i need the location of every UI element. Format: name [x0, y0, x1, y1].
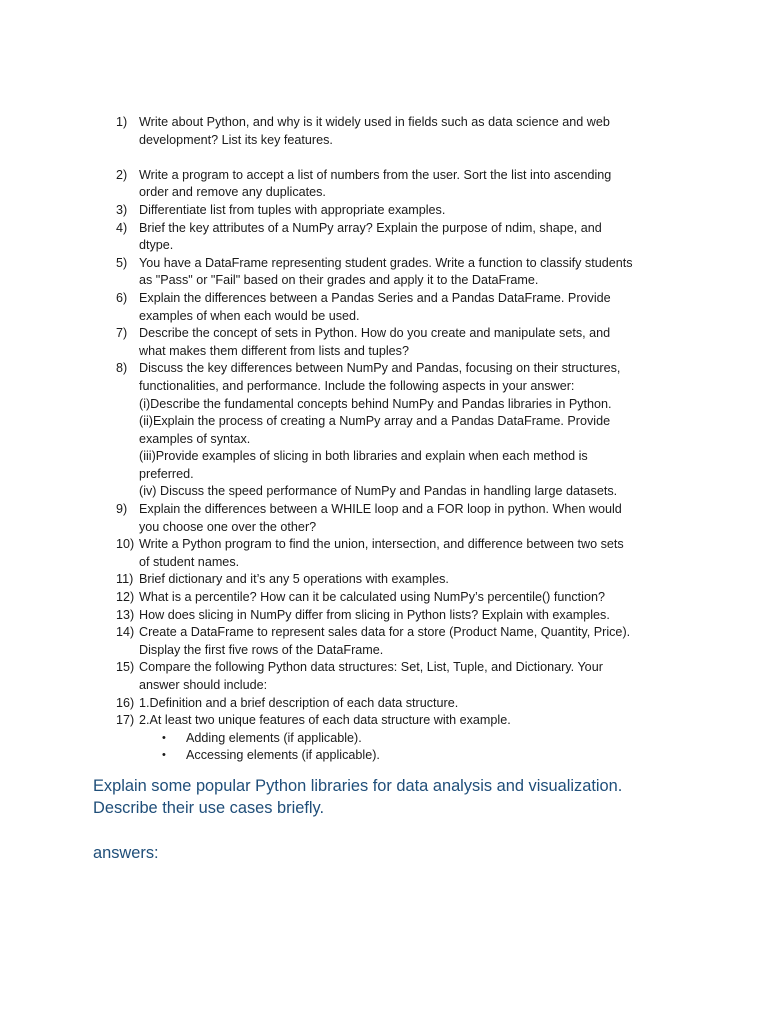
question-number: 9)	[116, 502, 128, 517]
bullet-item	[116, 730, 676, 748]
bullet-icon: •	[162, 749, 166, 762]
question-number: 13)	[116, 607, 135, 622]
question-number: 14)	[116, 625, 135, 640]
question-item-9	[116, 501, 676, 536]
question-line: what makes them different from lists and tuples?	[139, 343, 409, 358]
question-line: (ii)Explain the process of creating a NumPy array and a Pandas DataFrame. Provide	[139, 414, 611, 429]
question-text	[139, 290, 676, 325]
question-text	[139, 659, 676, 694]
question-line: examples of when each would be used.	[139, 308, 360, 323]
question-number: 8)	[116, 361, 128, 376]
question-text	[139, 325, 676, 360]
question-number: 3)	[116, 202, 128, 217]
question-item-2	[116, 167, 676, 202]
question-text	[139, 202, 676, 220]
question-line: preferred.	[139, 466, 194, 481]
question-item-5	[116, 255, 676, 290]
question-number: 15)	[116, 660, 135, 675]
question-line: Describe the concept of sets in Python. How do you create and manipulate sets, and	[139, 326, 611, 341]
question-line: Explain the differences between a Pandas Series and a Pandas DataFrame. Provide	[139, 290, 611, 305]
question-item-12	[116, 589, 676, 607]
question-item-15	[116, 659, 676, 694]
question-number: 17)	[116, 713, 135, 728]
question-item-3	[116, 202, 676, 220]
question-number: 16)	[116, 695, 135, 710]
question-number: 1)	[116, 115, 128, 129]
question-number: 11)	[116, 572, 134, 587]
question-line: Explain the differences between a WHILE loop and a FOR loop in python. When would	[139, 502, 622, 517]
question-text	[139, 607, 676, 625]
heading-line: Explain some popular Python libraries for data analysis and visualization.	[93, 777, 623, 795]
question-number: 7)	[116, 326, 128, 341]
question-line: 1.Definition and a brief description of each data structure.	[139, 695, 459, 710]
question-text	[139, 220, 676, 255]
question-text	[139, 167, 676, 202]
section-heading	[93, 775, 693, 819]
question-line: You have a DataFrame representing student grades. Write a function to classify students	[139, 255, 633, 270]
question-text	[139, 624, 676, 659]
question-item-8	[116, 360, 676, 501]
question-line: (i)Describe the fundamental concepts behind NumPy and Pandas libraries in Python.	[139, 396, 612, 411]
question-line: Brief the key attributes of a NumPy array? Explain the purpose of ndim, shape, and	[139, 220, 602, 235]
question-text	[139, 712, 676, 730]
question-item-4	[116, 220, 676, 255]
question-line: Differentiate list from tuples with appropriate examples.	[139, 202, 446, 217]
question-number: 10)	[116, 537, 135, 552]
question-line: Create a DataFrame to represent sales data for a store (Product Name, Quantity, Price).	[139, 625, 631, 640]
question-text	[139, 695, 676, 713]
question-number: 4)	[116, 220, 128, 235]
question-item-11	[116, 571, 676, 589]
question-line: Write a Python program to find the union, intersection, and difference between two sets	[139, 537, 624, 552]
question-text	[139, 114, 676, 149]
question-list	[116, 114, 676, 765]
question-line: (iii)Provide examples of slicing in both libraries and explain when each method is	[139, 449, 588, 464]
bullet-text: Accessing elements (if applicable).	[186, 748, 380, 763]
question-line: of student names.	[139, 554, 240, 569]
question-line: order and remove any duplicates.	[139, 185, 326, 200]
question-line: What is a percentile? How can it be calculated using NumPy’s percentile() function?	[139, 590, 605, 605]
question-line: How does slicing in NumPy differ from slicing in Python lists? Explain with examples.	[139, 607, 610, 622]
question-text	[139, 571, 676, 589]
question-item-6	[116, 290, 676, 325]
question-line: Write about Python, and why is it widely used in fields such as data science and web	[139, 115, 610, 129]
question-line: 2.At least two unique features of each data structure with example.	[139, 713, 511, 728]
question-line: dtype.	[139, 238, 174, 253]
question-item-10	[116, 536, 676, 571]
question-number: 6)	[116, 290, 128, 305]
bullet-icon: •	[162, 731, 166, 744]
bullet-list	[116, 730, 676, 765]
heading-line: Describe their use cases briefly.	[93, 799, 325, 817]
question-line: answer should include:	[139, 678, 268, 692]
question-number: 12)	[116, 590, 135, 605]
question-text	[139, 360, 676, 501]
question-line: Display the first five rows of the DataFrame.	[139, 642, 384, 657]
question-line: as "Pass" or "Fail" based on their grades and apply it to the DataFrame.	[139, 273, 539, 288]
question-line: you choose one over the other?	[139, 519, 317, 534]
question-item-14	[116, 624, 676, 659]
question-item-13	[116, 607, 676, 625]
question-line: examples of syntax.	[139, 431, 251, 446]
bullet-list-container	[116, 730, 676, 765]
answers-heading: answers:	[93, 844, 159, 862]
question-line: Compare the following Python data structures: Set, List, Tuple, and Dictionary. Your	[139, 660, 603, 675]
question-line: development? List its key features.	[139, 132, 333, 147]
question-line: Brief dictionary and it’s any 5 operations with examples.	[139, 572, 449, 587]
question-line: Write a program to accept a list of numbers from the user. Sort the list into ascending	[139, 167, 612, 182]
question-item-1	[116, 114, 676, 149]
bullet-item	[116, 747, 676, 765]
question-item-16	[116, 695, 676, 713]
question-text	[139, 255, 676, 290]
question-line: functionalities, and performance. Include the following aspects in your answer:	[139, 378, 575, 393]
question-text	[139, 536, 676, 571]
question-item-7	[116, 325, 676, 360]
question-line: Discuss the key differences between NumPy and Pandas, focusing on their structures,	[139, 361, 621, 376]
question-item-17	[116, 712, 676, 730]
question-text	[139, 589, 676, 607]
question-line: (iv) Discuss the speed performance of NumPy and Pandas in handling large datasets.	[139, 484, 618, 499]
question-text	[139, 501, 676, 536]
question-number: 2)	[116, 167, 128, 182]
bullet-text: Adding elements (if applicable).	[186, 730, 362, 745]
question-number: 5)	[116, 255, 128, 270]
